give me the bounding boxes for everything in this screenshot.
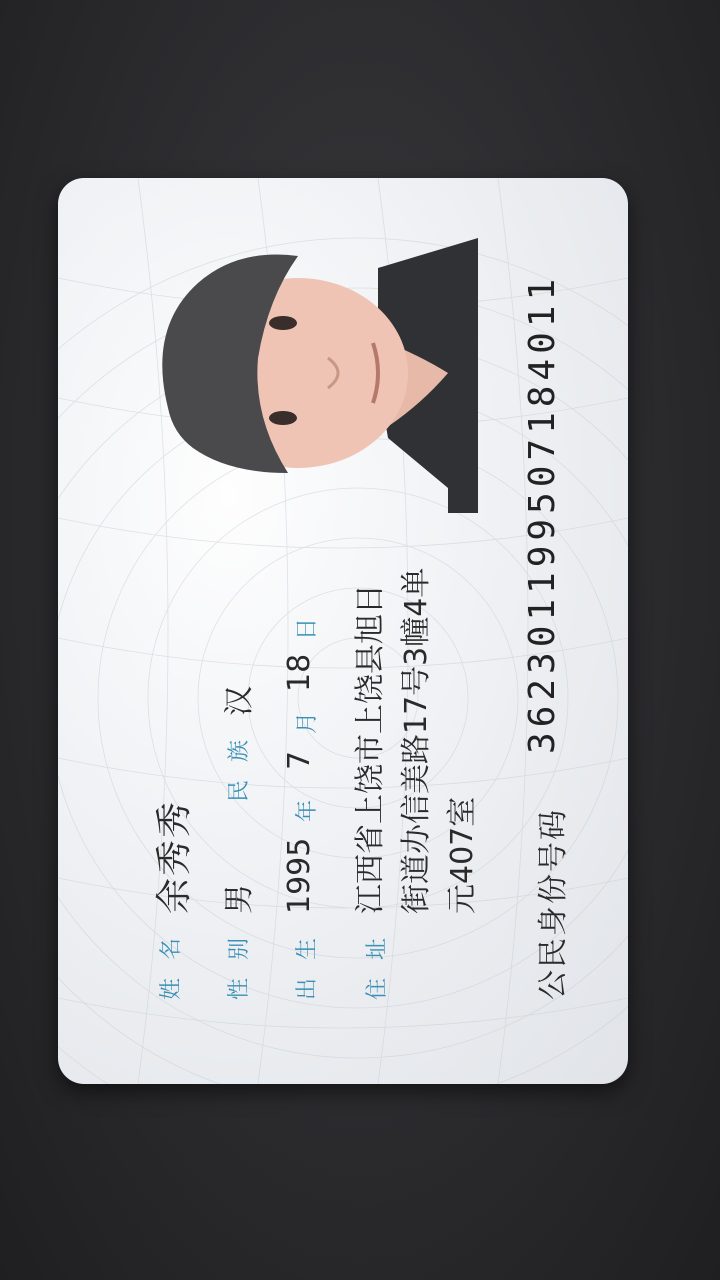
ethnicity-label: 民族 — [227, 721, 252, 802]
birth-year-unit: 年 — [295, 799, 320, 822]
address-line-2: 街道办信美路17号3幢4单 — [399, 567, 434, 914]
address-line-3: 元407室 — [445, 796, 480, 914]
name-value: 余秀秀 — [154, 799, 195, 914]
birth-month: 7 — [282, 750, 317, 770]
birth-label: 出生 — [295, 919, 320, 1000]
name-label: 姓名 — [159, 919, 184, 1000]
sex-label: 性别 — [227, 919, 252, 1000]
birth-month-unit: 月 — [295, 711, 320, 734]
birth-year: 1995 — [282, 837, 317, 914]
id-card — [58, 178, 628, 1084]
address-label: 住址 — [365, 919, 390, 1000]
birth-day: 18 — [282, 653, 317, 692]
address-line-1: 江西省上饶市上饶县旭日 — [353, 584, 388, 914]
ethnicity-value: 汉 — [222, 686, 257, 716]
birth-day-unit: 日 — [295, 617, 320, 640]
id-number-label: 公民身份号码 — [536, 808, 571, 1000]
sex-value: 男 — [222, 884, 257, 914]
id-number-value: 362301199507184011 — [522, 273, 563, 754]
card-text-layer — [58, 178, 628, 1084]
